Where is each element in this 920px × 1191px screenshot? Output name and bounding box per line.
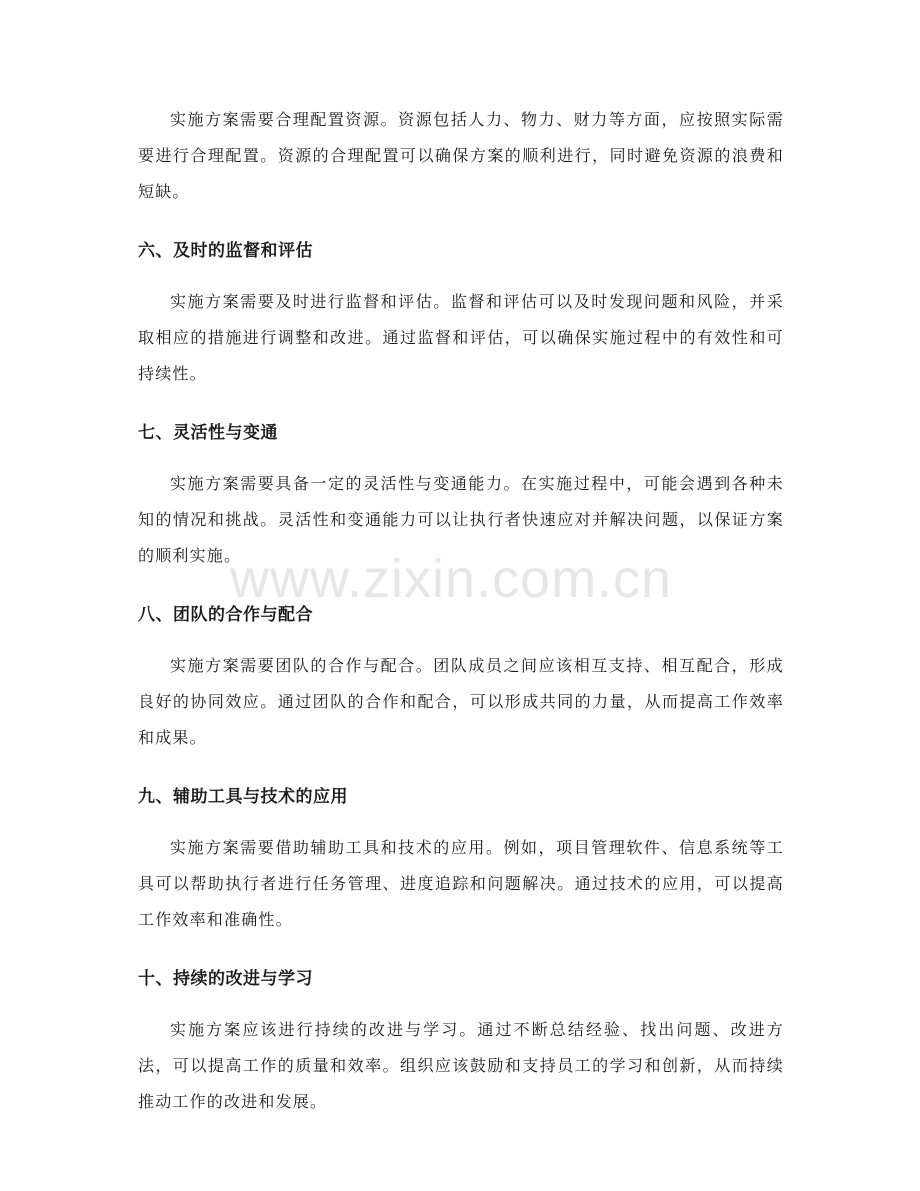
section-seven (138, 418, 784, 574)
watermark: www.zixin.com.cn (230, 549, 673, 609)
section-paragraph: 实施方案需要借助辅助工具和技术的应用。例如，项目管理软件、信息系统等工具可以帮助执行者进行任务管理、进度追踪和问题解决。通过技术的应用，可以提高工作效率和准确性。 (138, 838, 784, 929)
section-paragraph: 实施方案应该进行持续的改进与学习。通过不断总结经验、找出问题、改进方法，可以提高工作的质量和效率。组织应该鼓励和支持员工的学习和创新，从而持续推动工作的改进和发展。 (138, 1020, 784, 1111)
section-heading: 十、持续的改进与学习 (138, 969, 313, 989)
section-paragraph: 实施方案需要具备一定的灵活性与变通能力。在实施过程中，可能会遇到各种未知的情况和挑战。灵活性和变通能力可以让执行者快速应对并解决问题，以保证方案的顺利实施。 (138, 474, 784, 565)
section-paragraph: 实施方案需要团队的合作与配合。团队成员之间应该相互支持、相互配合，形成良好的协同效应。通过团队的合作和配合，可以形成共同的力量，从而提高工作效率和成果。 (138, 656, 784, 747)
document-body (138, 102, 784, 1120)
section-six (138, 236, 784, 392)
intro-paragraph: 实施方案需要合理配置资源。资源包括人力、物力、财力等方面，应按照实际需要进行合理配置。资源的合理配置可以确保方案的顺利进行，同时避免资源的浪费和短缺。 (138, 110, 784, 201)
section-heading: 六、及时的监督和评估 (138, 241, 313, 261)
section-eight (138, 600, 784, 756)
section-heading: 七、灵活性与变通 (138, 423, 278, 443)
section-heading: 九、辅助工具与技术的应用 (138, 787, 348, 807)
section-heading: 八、团队的合作与配合 (138, 605, 313, 625)
section-paragraph: 实施方案需要及时进行监督和评估。监督和评估可以及时发现问题和风险，并采取相应的措施进行调整和改进。通过监督和评估，可以确保实施过程中的有效性和可持续性。 (138, 292, 784, 383)
section-nine (138, 782, 784, 938)
section-ten (138, 964, 784, 1120)
